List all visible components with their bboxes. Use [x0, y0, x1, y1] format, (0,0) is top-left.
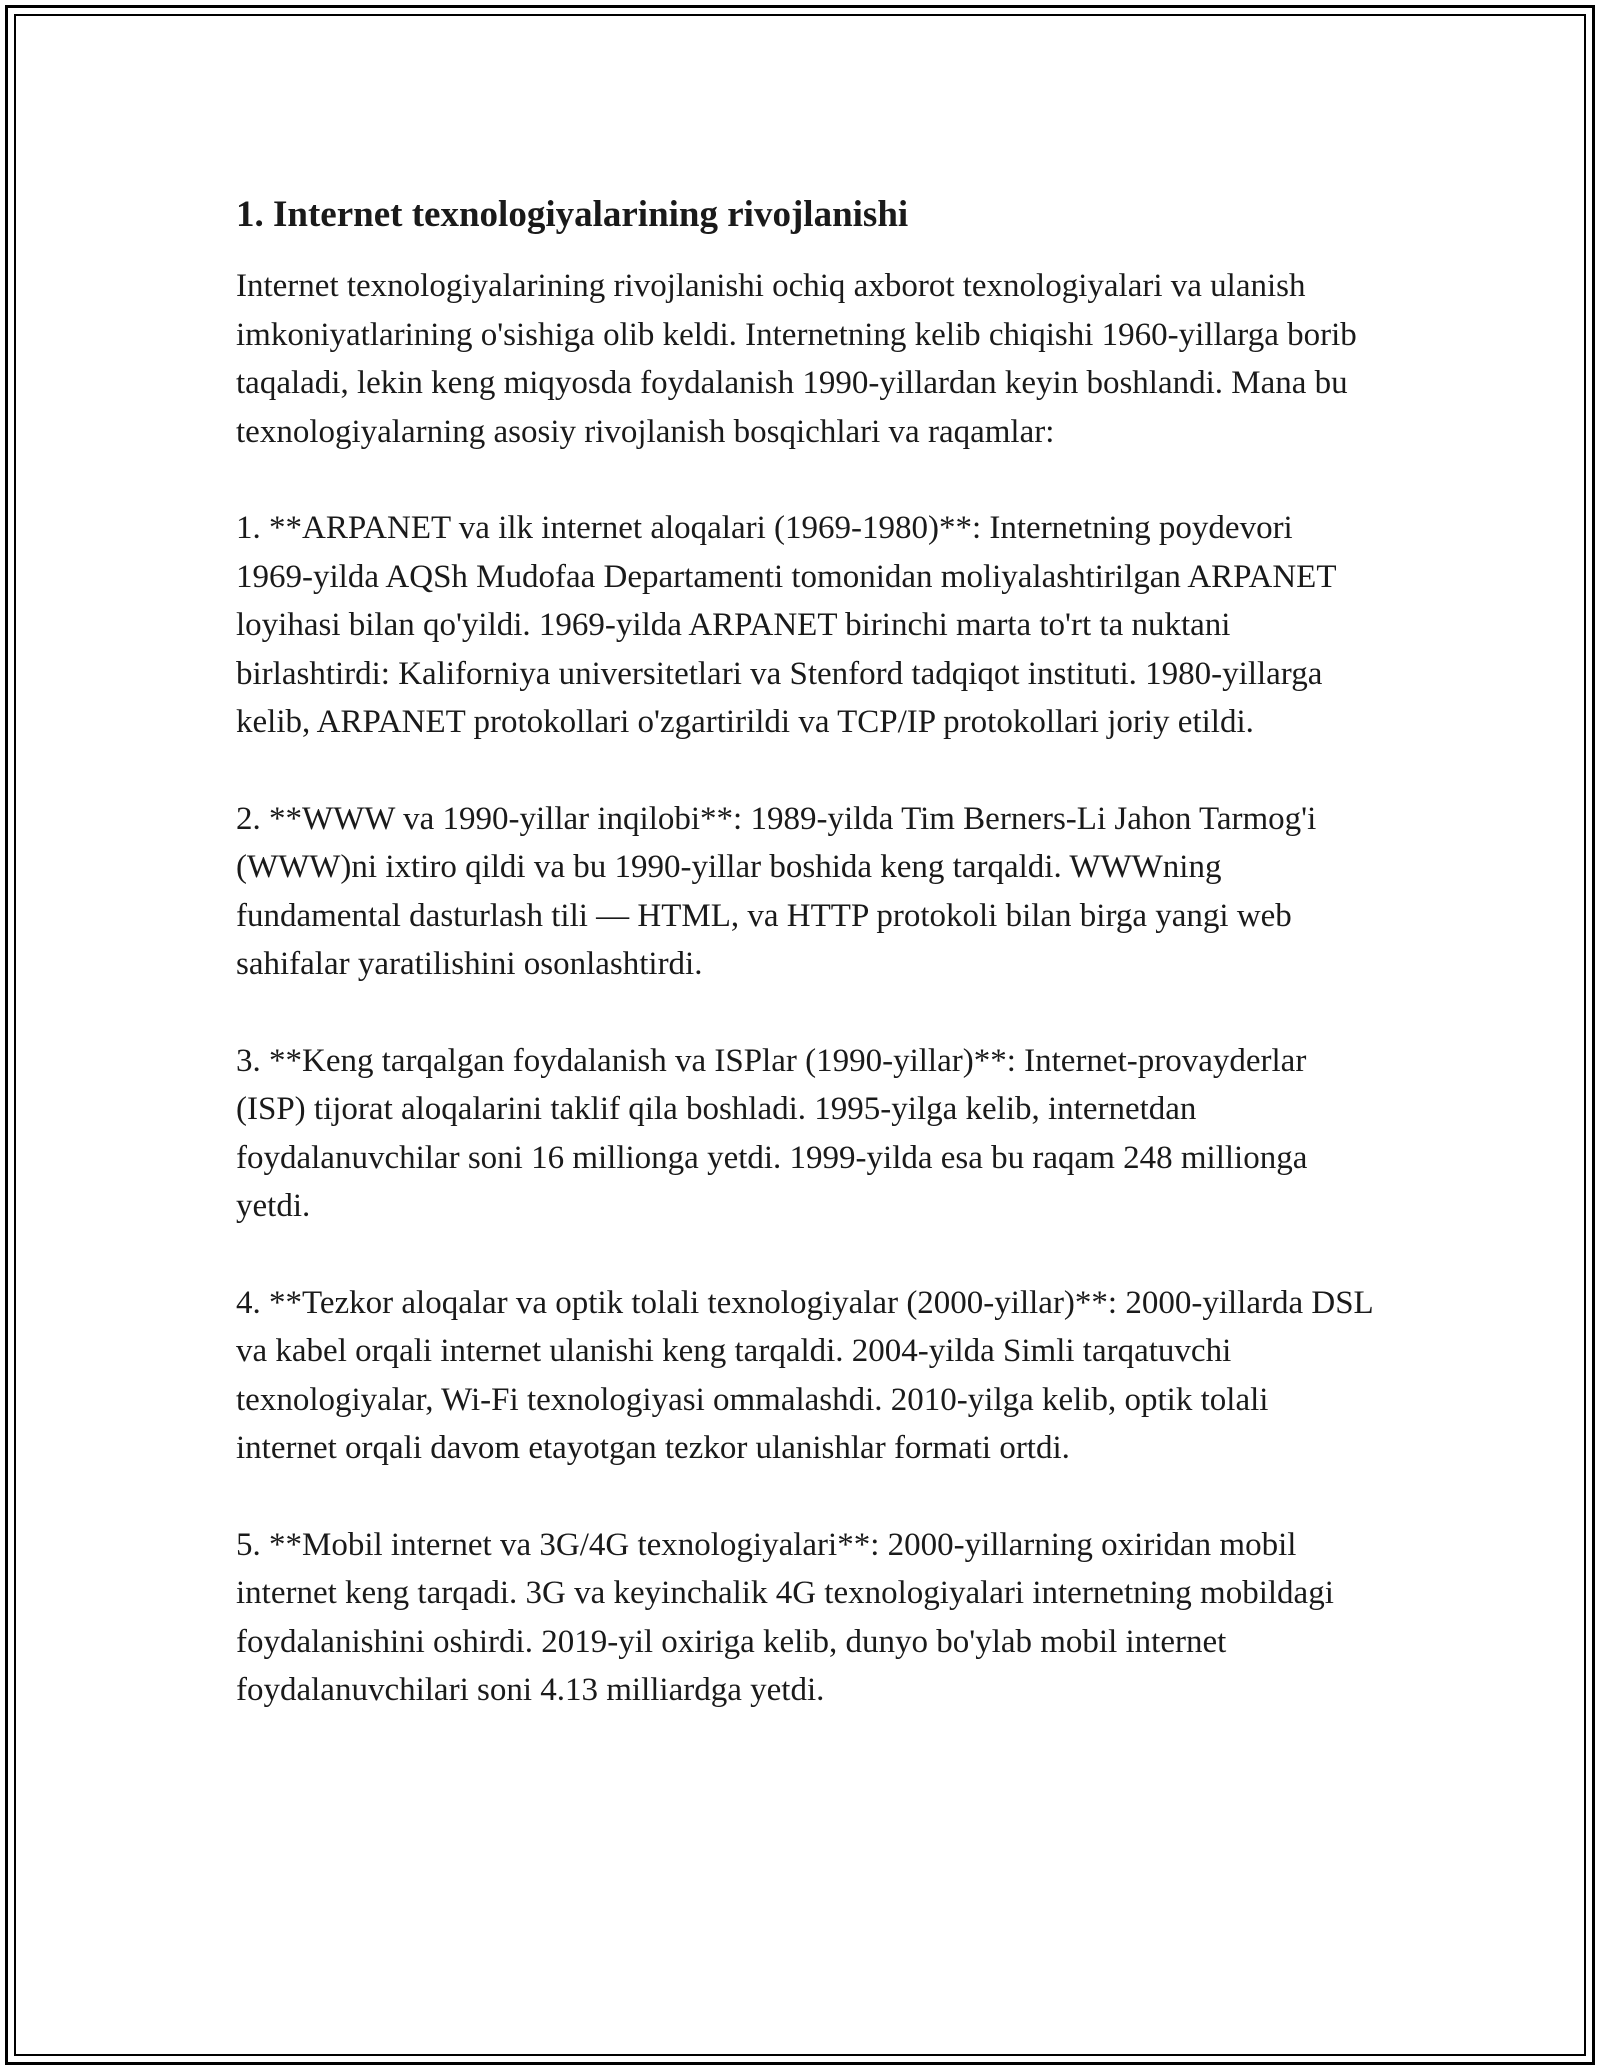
intro-paragraph: Internet texnologiyalarining rivojlanishi ochiq axborot texnologiyalari va ulanish imkoniyatlarining o'sishiga olib keldi. Internetning kelib chiqishi 1960-yillarga borib taqaladi, lekin keng miqyosda foydalanish 1990-yillardan keyin boshlandi. Mana bu texnologiyalarning asosiy rivojlanish bosqichlari va raqamlar: — [236, 268, 1357, 450]
list-item-optical: 4. **Tezkor aloqalar va optik tolali texnologiyalar (2000-yillar)**: 2000-yillarda DSL va kabel orqali internet ulanishi keng tarqaldi. 2004-yilda Simli tarqatuvchi texnologiyalar, Wi-Fi texnologiyasi ommalashdi. 2010-yilga kelib, optik tolali internet orqali davom etayotgan tezkor ulanishlar formati ortdi. — [236, 1284, 1373, 1466]
list-item-www: 2. **WWW va 1990-yillar inqilobi**: 1989-yilda Tim Berners-Li Jahon Tarmog'i (WWW)ni ixtiro qildi va bu 1990-yillar boshida keng tarqaldi. WWWning fundamental dasturlash tili — HTML, va HTTP protokoli bilan birga yangi web sahifalar yaratilishini osonlashtirdi. — [236, 800, 1317, 982]
section-title: 1. Internet texnologiyalarining rivojlanishi — [236, 194, 909, 235]
document-body — [236, 190, 1376, 1763]
list-item-arpanet: 1. **ARPANET va ilk internet aloqalari (1969-1980)**: Internetning poydevori 1969-yilda AQSh Mudofaa Departamenti tomonidan moliyalashtirilgan ARPANET loyihasi bilan qo'yildi. 1969-yilda ARPANET birinchi marta to'rt ta nuktani birlashtirdi: Kaliforniya universitetlari va Stenford tadqiqot instituti. 1980-yillarga kelib, ARPANET protokollari o'zgartirildi va TCP/IP protokollari joriy etildi. — [236, 510, 1336, 740]
list-item-mobile: 5. **Mobil internet va 3G/4G texnologiyalari**: 2000-yillarning oxiridan mobil internet keng tarqadi. 3G va keyinchalik 4G texnologiyalari internetning mobildagi foydalanishini oshirdi. 2019-yil oxiriga kelib, dunyo bo'ylab mobil internet foydalanuvchilari soni 4.13 milliardga yetdi. — [236, 1526, 1334, 1708]
list-item-isp: 3. **Keng tarqalgan foydalanish va ISPlar (1990-yillar)**: Internet-provayderlar (ISP) tijorat aloqalarini taklif qila boshladi. 1995-yilga kelib, internetdan foydalanuvchilar soni 16 millionga yetdi. 1999-yilda esa bu raqam 248 millionga yetdi. — [236, 1042, 1308, 1224]
